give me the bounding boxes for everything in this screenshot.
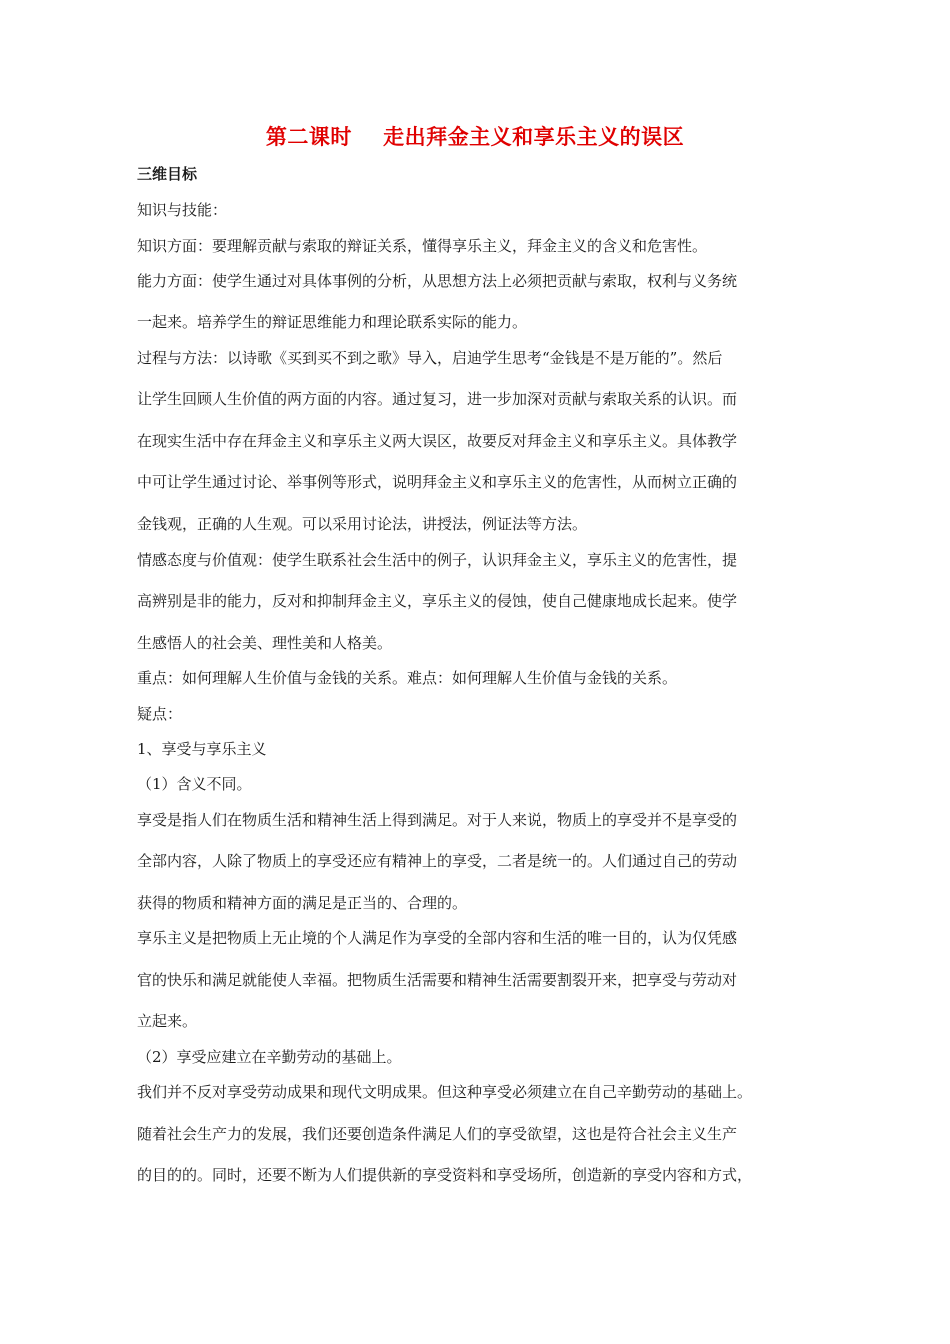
paragraph-line: （2）享受应建立在辛勤劳动的基础上。 — [137, 1048, 402, 1066]
paragraph-line: 获得的物质和精神方面的满足是正当的、合理的。 — [137, 894, 468, 912]
paragraph-line: 随着社会生产力的发展，我们还要创造条件满足人们的享受欲望，这也是符合社会主义生产 — [137, 1125, 738, 1143]
paragraph-line: 情感态度与价值观：使学生联系社会生活中的例子，认识拜金主义，享乐主义的危害性，提 — [137, 551, 738, 569]
paragraph-line: 让学生回顾人生价值的两方面的内容。通过复习，进一步加深对贡献与索取关系的认识。而 — [137, 390, 738, 408]
paragraph-line: 知识与技能： — [137, 201, 228, 219]
paragraph-line: 重点：如何理解人生价值与金钱的关系。难点：如何理解人生价值与金钱的关系。 — [137, 669, 678, 687]
paragraph-line: 1、享受与享乐主义 — [137, 740, 267, 758]
paragraph-line: 过程与方法：以诗歌《买到买不到之歌》导入，启迪学生思考“金钱是不是万能的”。然后 — [137, 349, 723, 367]
paragraph-line: 中可让学生通过讨论、举事例等形式，说明拜金主义和享乐主义的危害性，从而树立正确的 — [137, 473, 738, 491]
page-title: 第二课时 走出拜金主义和享乐主义的误区 — [265, 125, 685, 149]
section-heading: 三维目标 — [137, 165, 198, 183]
paragraph-line: 知识方面：要理解贡献与索取的辩证关系，懂得享乐主义，拜金主义的含义和危害性。 — [137, 237, 708, 255]
paragraph-line: 在现实生活中存在拜金主义和享乐主义两大误区，故要反对拜金主义和享乐主义。具体教学 — [137, 432, 738, 450]
paragraph-line: 一起来。培养学生的辩证思维能力和理论联系实际的能力。 — [137, 313, 528, 331]
paragraph-line: （1）含义不同。 — [137, 775, 252, 793]
paragraph-line: 生感悟人的社会美、理性美和人格美。 — [137, 634, 393, 652]
paragraph-line: 我们并不反对享受劳动成果和现代文明成果。但这种享受必须建立在自己辛勤劳动的基础上。 — [137, 1083, 753, 1101]
paragraph-line: 立起来。 — [137, 1012, 198, 1030]
paragraph-line: 的目的的。同时，还要不断为人们提供新的享受资料和享受场所，创造新的享受内容和方式， — [137, 1166, 753, 1184]
paragraph-line: 全部内容，人除了物质上的享受还应有精神上的享受，二者是统一的。人们通过自己的劳动 — [137, 852, 738, 870]
paragraph-line: 疑点： — [137, 705, 183, 723]
paragraph-line: 享乐主义是把物质上无止境的个人满足作为享受的全部内容和生活的唯一目的，认为仅凭感 — [137, 929, 738, 947]
paragraph-line: 高辨别是非的能力，反对和抑制拜金主义，享乐主义的侵蚀，使自己健康地成长起来。使学 — [137, 592, 738, 610]
paragraph-line: 官的快乐和满足就能使人幸福。把物质生活需要和精神生活需要割裂开来，把享受与劳动对 — [137, 971, 738, 989]
paragraph-line: 享受是指人们在物质生活和精神生活上得到满足。对于人来说，物质上的享受并不是享受的 — [137, 811, 738, 829]
paragraph-line: 能力方面：使学生通过对具体事例的分析，从思想方法上必须把贡献与索取，权利与义务统 — [137, 272, 738, 290]
paragraph-line: 金钱观，正确的人生观。可以采用讨论法，讲授法，例证法等方法。 — [137, 515, 588, 533]
